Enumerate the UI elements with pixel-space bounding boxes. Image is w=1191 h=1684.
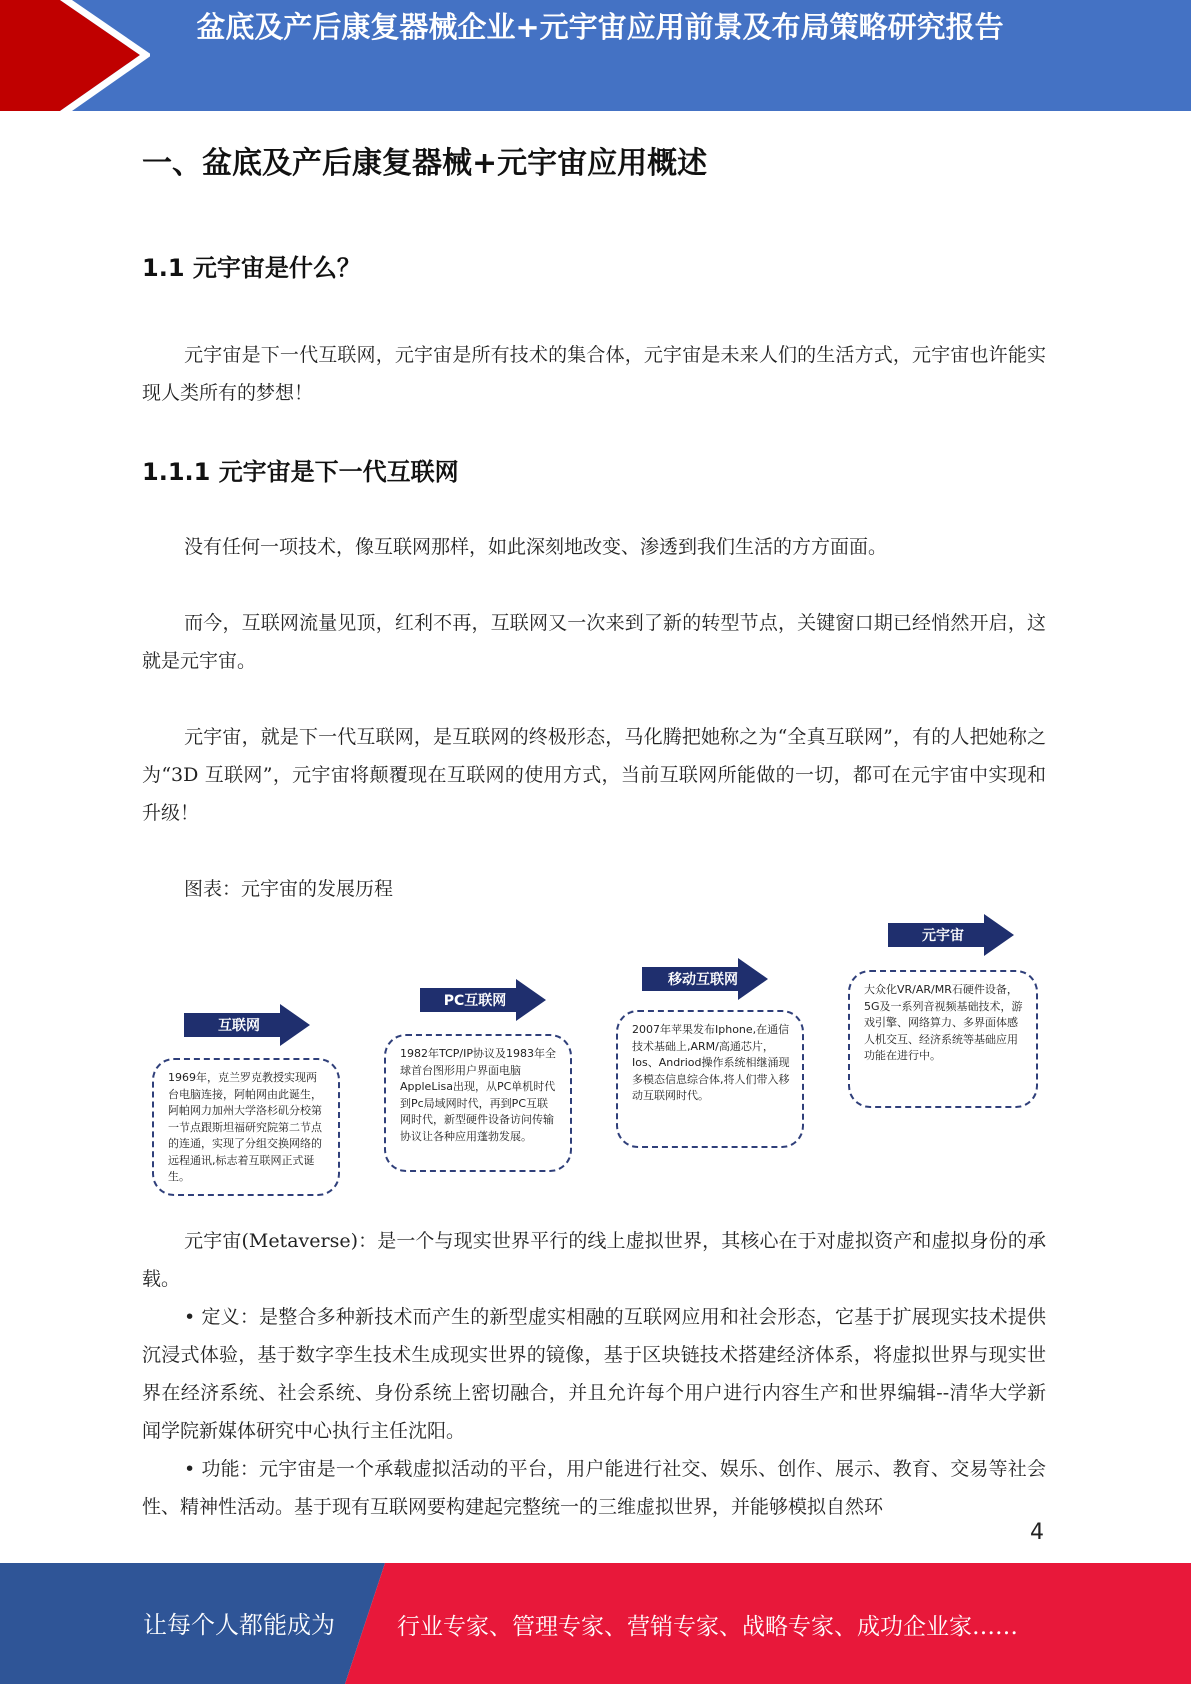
paragraph-function: • 功能：元宇宙是一个承载虚拟活动的平台，用户能进行社交、娱乐、创作、展示、教育、交易等社会性、精神性活动。基于现有互联网要构建起完整统一的三维虚拟世界，并能够模拟自然环 [142,1458,1046,1518]
footer-slogan-left: 让每个人都能成为 [143,1611,335,1639]
figure-caption: 图表：元宇宙的发展历程 [184,878,394,900]
paragraph: 元宇宙是下一代互联网，元宇宙是所有技术的集合体，元宇宙是未来人们的生活方式，元宇宙也许能实现人类所有的梦想！ [142,344,1046,404]
stage-box-internet: 1969年，克兰罗克教授实现两台电脑连接，阿帕网由此诞生，阿帕网力加州大学洛杉矶分校第一节点跟斯坦福研究院第二节点的连通，实现了分组交换网络的远程通讯,标志着互联网正式诞生。 [152,1058,340,1196]
stage-label: 互联网 [218,1018,260,1034]
arrow-stage-internet [184,1004,310,1046]
subsection-heading-1-1: 1.1 元宇宙是什么？ [142,254,361,282]
paragraph: 而今，互联网流量见顶，红利不再，互联网又一次来到了新的转型节点，关键窗口期已经悄然开启，这就是元宇宙。 [142,612,1046,672]
paragraph-definition: • 定义：是整合多种新技术而产生的新型虚实相融的互联网应用和社会形态，它基于扩展现实技术提供沉浸式体验，基于数字孪生技术生成现实世界的镜像，基于区块链技术搭建经济体系，将虚拟世界与现实世界在经济系统、社会系统、身份系统上密切融合，并且允许每个用户进行内容生产和世界编辑--清华大学新闻学院新媒体研究中心执行主任沈阳。 [142,1306,1046,1442]
paragraph: 没有任何一项技术，像互联网那样，如此深刻地改变、渗透到我们生活的方方面面。 [184,536,888,558]
arrow-stage-metaverse [888,914,1014,956]
footer-slogan-right: 行业专家、管理专家、营销专家、战略专家、成功企业家…… [397,1614,1018,1640]
section-heading: 一、盆底及产后康复器械+元宇宙应用概述 [142,146,708,181]
stage-box-pc-internet: 1982年TCP/IP协议及1983年全球首台图形用户界面电脑AppleLisa出现，从PC单机时代到Pc局域网时代，再到PC互联网时代，新型硬件设备访问传输协议让各种应用蓬勃发展。 [384,1034,572,1172]
stage-label: PC互联网 [443,993,507,1009]
stage-box-metaverse: 大众化VR/AR/MR石硬件设备，5G及一系列音视频基础技术，游戏引擎、网络算力、多界面体感人机交互、经济系统等基础应用功能在进行中。 [848,970,1038,1108]
header-banner [0,0,1191,111]
subsection-heading-1-1-1: 1.1.1 元宇宙是下一代互联网 [142,458,459,486]
arrow-stage-mobile-internet [642,958,768,1000]
stage-box-mobile-internet: 2007年苹果发布Iphone,在通信技术基础上,ARM/高通芯片，Ios、Andriod操作系统相继涌现多模态信息综合体,将人们带入移动互联网时代。 [616,1010,804,1148]
report-title: 盆底及产后康复器械企业+元宇宙应用前景及布局策略研究报告 [196,10,1004,44]
arrow-stage-pc-internet [420,979,546,1021]
metaverse-history-figure [140,910,1050,1210]
stage-label: 移动互联网 [668,972,738,988]
paragraph: 元宇宙(Metaverse)：是一个与现实世界平行的线上虚拟世界，其核心在于对虚拟资产和虚拟身份的承载。 [142,1230,1046,1290]
page-number: 4 [1030,1520,1044,1545]
stage-label: 元宇宙 [922,928,964,944]
header-red-chevron-icon [0,0,150,111]
paragraph: 元宇宙，就是下一代互联网，是互联网的终极形态，马化腾把她称之为“全真互联网”，有的人把她称之为“3D 互联网”，元宇宙将颠覆现在互联网的使用方式，当前互联网所能做的一切，都可在元宇宙中实现和升级！ [142,726,1046,824]
